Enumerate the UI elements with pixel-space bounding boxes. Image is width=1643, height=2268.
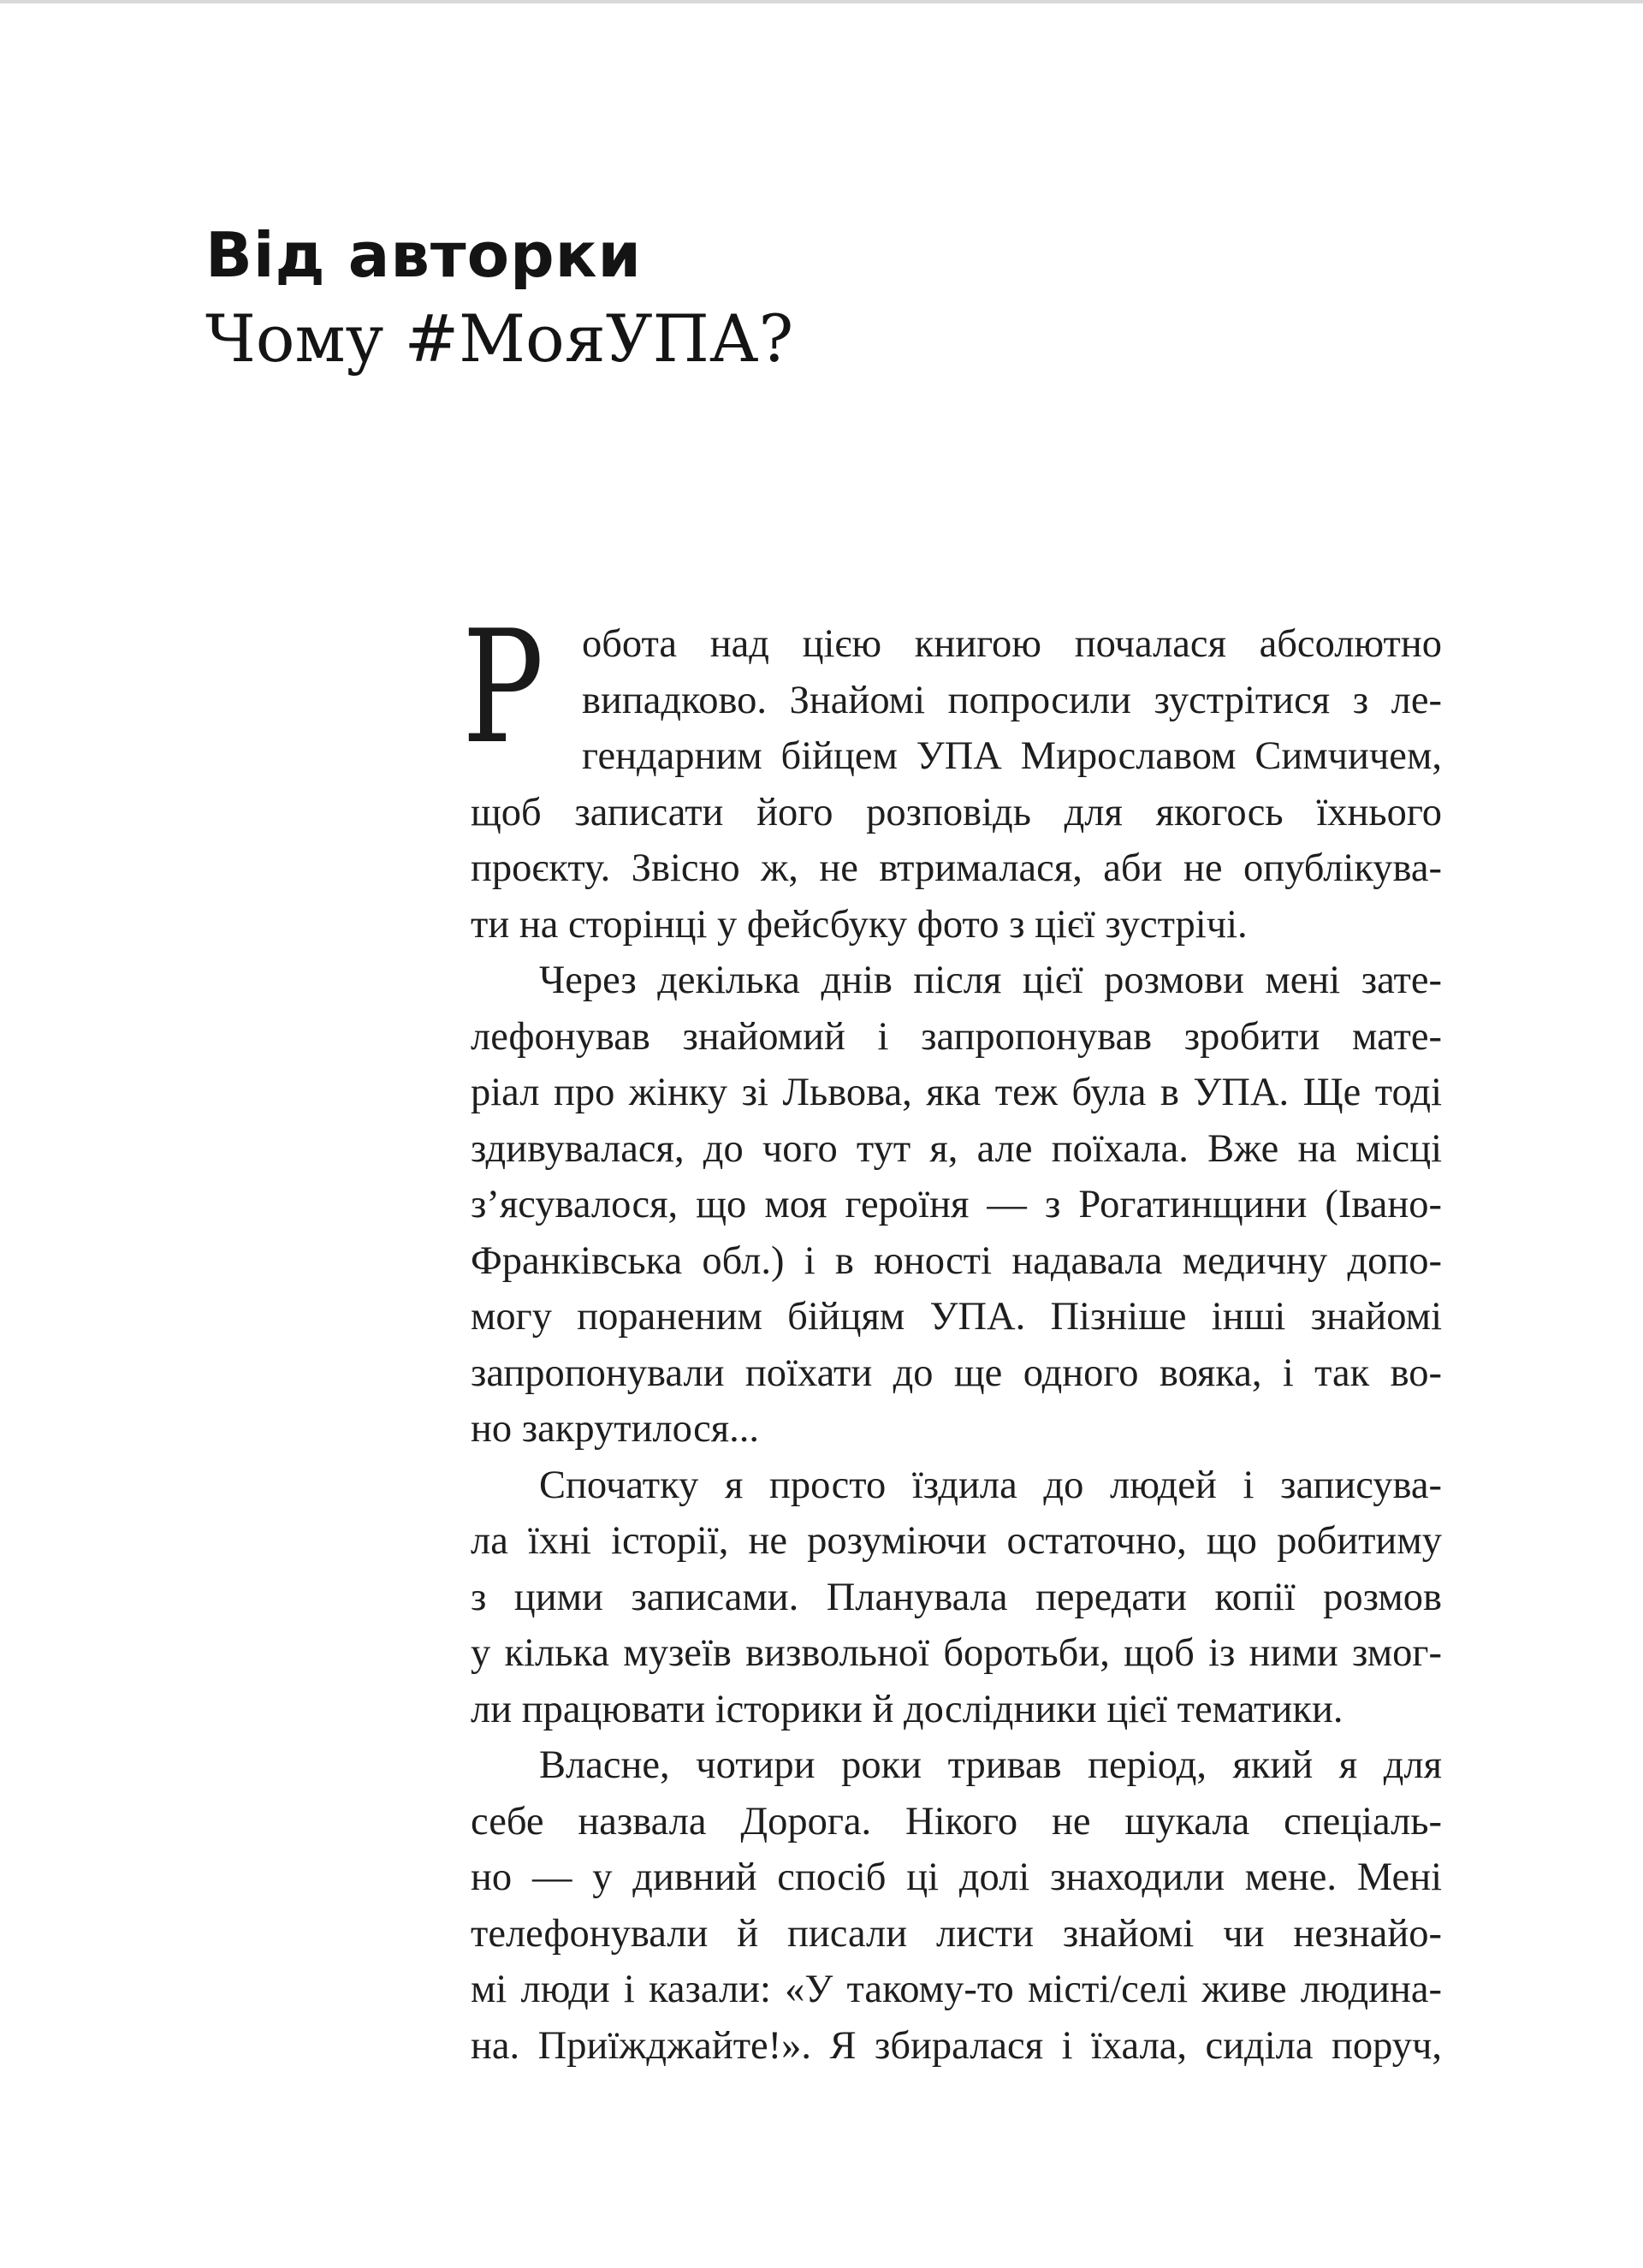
text-line: з цими записами. Планувала передати копії розмов	[471, 1575, 1442, 1619]
text-line: ла їхні історії, не розуміючи остаточно, що робитиму	[471, 1519, 1442, 1563]
text-line: могу пораненим бійцям УПА. Пізніше інші знайомі	[471, 1295, 1442, 1339]
text-line: обота над цією книгою почалася абсолютно	[582, 622, 1442, 666]
text-line: ти на сторінці у фейсбуку фото з цієї зустрічі.	[471, 902, 1248, 947]
text-line: у кілька музеїв визвольної боротьби, щоб із ними змог-	[471, 1631, 1442, 1675]
text-line: на. Приїжджайте!». Я збиралася і їхала, сиділа поруч,	[471, 2023, 1442, 2068]
chapter-subtitle: Чому #МояУПА?	[205, 300, 794, 377]
text-line: но закрутилося...	[471, 1407, 759, 1451]
text-line: гендарним бійцем УПА Мирославом Симчичем,	[582, 734, 1442, 778]
chapter-heading	[205, 214, 1489, 382]
top-rule	[0, 0, 1643, 3]
text-line: Через декілька днів після цієї розмови мені зате-	[539, 959, 1442, 1002]
text-line: Спочатку я просто їздила до людей і записува-	[539, 1463, 1442, 1507]
text-line: випадково. Знайомі попросили зустрітися з ле-	[582, 678, 1442, 722]
text-line: Власне, чотири роки тривав період, який я для	[539, 1743, 1442, 1787]
text-line: здивувалася, до чого тут я, але поїхала. Вже на місці	[471, 1126, 1442, 1171]
text-line: себе назвала Дорога. Нікого не шукала спеціаль-	[471, 1799, 1442, 1843]
text-line: з’ясувалося, що моя героїня — з Рогатинщини (Івано-	[471, 1183, 1442, 1226]
drop-cap: Р	[462, 597, 544, 778]
text-line: ріал про жінку зі Львова, яка теж була в УПА. Ще тоді	[471, 1071, 1442, 1114]
chapter-title: Від авторки	[205, 219, 642, 291]
text-line: щоб записати його розповідь для якогось їхнього	[471, 790, 1442, 834]
text-line: мі люди і казали: «У такому-то місті/селі живе людина-	[471, 1968, 1442, 2011]
text-line: но — у дивний спосіб ці долі знаходили мене. Мені	[471, 1855, 1442, 1899]
text-line: запропонували поїхати до ще одного вояка, і так во-	[471, 1351, 1442, 1395]
text-line: проєкту. Звісно ж, не втрималася, аби не опублікува-	[471, 846, 1442, 890]
text-line: лефонував знайомий і запропонував зробити мате-	[471, 1014, 1442, 1059]
article-body	[462, 597, 1442, 2074]
text-line: Франківська обл.) і в юності надавала медичну допо-	[471, 1238, 1442, 1283]
text-line: ли працювати історики й дослідники цієї тематики.	[471, 1687, 1343, 1731]
text-line: телефонували й писали листи знайомі чи незнайо-	[471, 1911, 1442, 1956]
